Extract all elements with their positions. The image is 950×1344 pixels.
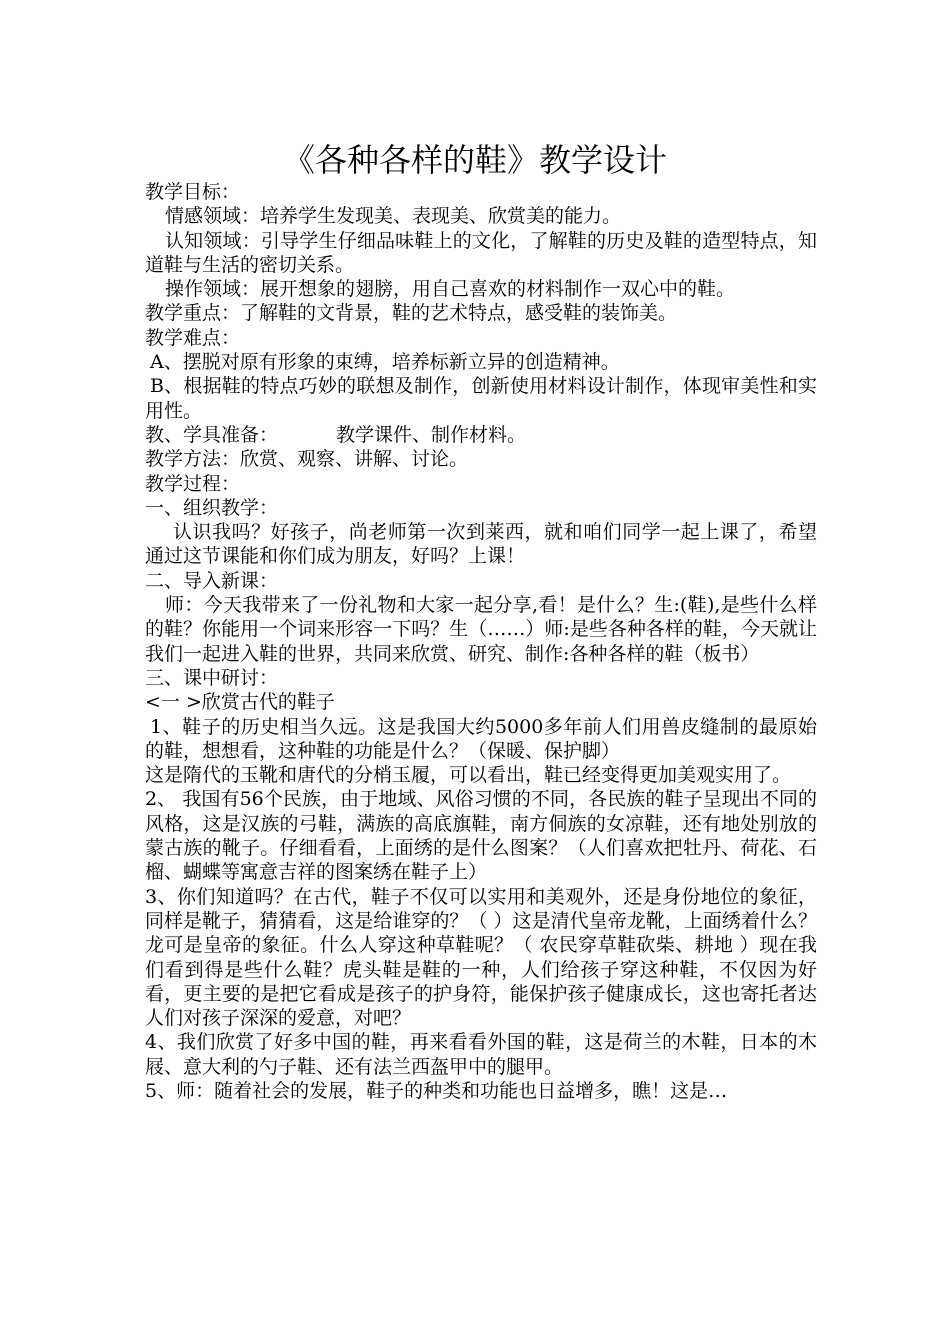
section-heading-difficulties: 教学难点： xyxy=(145,326,241,349)
paragraph-item-1-continued: 这是隋代的玉靴和唐代的分梢玉履，可以看出，鞋已经变得更加美观实用了。 xyxy=(145,764,792,787)
section-heading-introduction: 二、导入新课： xyxy=(145,569,279,592)
section-heading-organize: 一、组织教学： xyxy=(145,496,279,519)
paragraph-item-2: 2、 我国有56个民族，由于地域、风俗习惯的不同，各民族的鞋子呈现出不同的风格，这是汉族的弓鞋，满族的高底旗鞋，南方侗族的女凉鞋，还有地处别放的蒙古族的靴子。仔细看看，上面绣的是什么图案？（人们喜欢把牡丹、荷花、石榴、蝴蝶等寓意吉祥的图案绣在鞋子上） xyxy=(145,788,817,884)
paragraph-introduction: 师：今天我带来了一份礼物和大家一起分享,看！是什么？生:(鞋),是些什么样的鞋？你能用一个词来形容一下吗？生（……）师:是些各种各样的鞋，今天就让我们一起进入鞋的世界，共同来欣赏、研究、制作:各种各样的鞋（板书） xyxy=(145,594,817,665)
section-heading-process: 教学过程： xyxy=(145,472,241,495)
paragraph-operation-domain: 操作领域：展开想象的翅膀，用自己喜欢的材料制作一双心中的鞋。 xyxy=(165,278,736,301)
paragraph-key-points: 教学重点：了解鞋的文背景，鞋的艺术特点，感受鞋的装饰美。 xyxy=(145,302,678,325)
subheading-ancient-shoes: <一 >欣赏古代的鞋子 xyxy=(145,691,335,714)
section-heading-discussion: 三、课中研讨： xyxy=(145,666,279,689)
document-body xyxy=(145,180,817,1103)
preparation-value: 教学课件、制作材料。 xyxy=(336,423,527,446)
preparation-label: 教、学具准备： xyxy=(145,423,279,446)
paragraph-difficulty-b: B、根据鞋的特点巧妙的联想及制作，创新使用材料设计制作，体现审美性和实用性。 xyxy=(145,375,817,422)
paragraph-emotional-domain: 情感领域：培养学生发现美、表现美、欣赏美的能力。 xyxy=(165,205,622,228)
paragraph-methods: 教学方法：欣赏、观察、讲解、讨论。 xyxy=(145,448,469,471)
paragraph-organize: 认识我吗？好孩子，尚老师第一次到莱西，就和咱们同学一起上课了，希望通过这节课能和你们成为朋友，好吗？上课！ xyxy=(145,521,817,568)
paragraph-difficulty-a: A、摆脱对原有形象的束缚，培养标新立异的创造精神。 xyxy=(150,351,620,374)
paragraph-item-1: 1、鞋子的历史相当久远。这是我国大约5000多年前人们用兽皮缝制的最原始的鞋，想想看，这种鞋的功能是什么？（保暖、保护脚） xyxy=(145,715,817,762)
document-title: 《各种各样的鞋》教学设计 xyxy=(282,141,667,179)
section-heading-objectives: 教学目标： xyxy=(145,181,241,203)
paragraph-item-5: 5、师：随着社会的发展，鞋子的种类和功能也日益增多，瞧！这是… xyxy=(145,1079,728,1102)
paragraph-item-3: 3、你们知道吗？在古代，鞋子不仅可以实用和美观外，还是身份地位的象征，同样是靴子，猜猜看，这是给谁穿的？（ ）这是清代皇帝龙靴，上面绣着什么？龙可是皇帝的象征。什么人穿这种草鞋呢？（ 农民穿草鞋砍柴、耕地 ）现在我们看到得是些什么鞋？虎头鞋是鞋的一种，人们给孩子穿这种鞋，不仅因为好看，更主要的是把它看成是孩子的护身符，能保护孩子健康成长，这也寄托者达人们对孩子深深的爱意，对吧？ xyxy=(145,885,817,1030)
paragraph-preparation xyxy=(145,423,817,447)
paragraph-cognitive-domain: 认知领域：引导学生仔细品味鞋上的文化，了解鞋的历史及鞋的造型特点，知道鞋与生活的密切关系。 xyxy=(145,229,817,276)
paragraph-item-4: 4、我们欣赏了好多中国的鞋，再来看看外国的鞋，这是荷兰的木鞋，日本的木屐、意大利的勺子鞋、还有法兰西盔甲中的腿甲。 xyxy=(145,1031,817,1078)
